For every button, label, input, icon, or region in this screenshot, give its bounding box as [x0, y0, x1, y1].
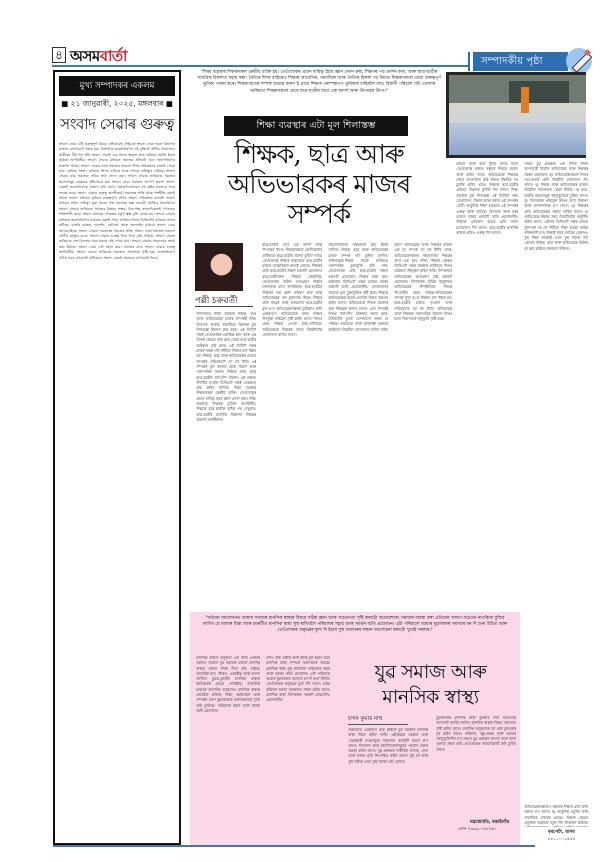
- main-article-column-3: সহযোগিতাৰে পৰিৱেশত কাম কৰিব লাগিব। শিক্ষক, ছাত্ৰ আৰু অভিভাৱকৰ মাজৰ সম্পৰ্ক গঢ়ি তুলিব লাগিব। অভিভাৱক-শিক্ষক সভাৰ জৰিয়তে পাৰস্পৰিক বুজাবুজি বৃদ্ধি পায়। তেওঁলোকৰ প্ৰতি ছাত্ৰ-ছাত্ৰীৰ সন্মান থকাটো প্ৰয়োজন। শিক্ষাৰ লক্ষ্য পূৰণ কৰিবলৈ তিনিওটা পক্ষৰ মাজত সমন্বয় থকাটো অতি প্ৰয়োজনীয়। যোগাযোগৰ অভাৱে ভুল বুজাবুজিৰ সৃষ্টি কৰে। শিক্ষকে অভিভাৱকক ছাত্ৰৰ প্ৰগতিৰ বিষয়ে অৱগত কৰিব লাগে। অভিভাৱকে শিশুৰ সমস্যাৰ কথা শিক্ষকক জনাব লাগে। এনে সম্পৰ্কই শিশুৰ সৰ্বাংগীণ বিকাশত সহায় কৰে। ডিজিটেল যুগত যোগাযোগ সহজ হৈ পৰিছে। ভ্ৰাম্যভাষ আৰু অনলাইন মাধ্যমৰ জৰিয়তে নিয়মীয়া যোগাযোগ ৰাখিব পাৰি।: [328, 243, 388, 332]
- feature-author: চন্দন কুমাৰ নাথ: [348, 716, 383, 722]
- feature-column-1: মানসিক স্বাস্থ্যৰ অসুস্থতা এক অতি গুৰুতৰ সমস্যা। বৰ্তমান যুৱ সমাজৰ মাজত মানসিক স্বাস্থ্যৰ সমস্যা দিনক দিনে বৃদ্ধি পাইছে। অত্যধিক চাপ, উদ্বেগ, একাকীত্ব আৰু হতাশা আদিয়ে যুৱক-যুৱতীৰ মানসিক স্বাস্থ্যত ক্ষতিকাৰক প্ৰভাৱ পেলাইছে। সামাজিক মাধ্যমৰ অত্যধিক ব্যৱহাৰেও মানসিক স্বাস্থ্যক প্ৰভাৱিত কৰিছে। শিক্ষা, কৰ্মসংস্থান আৰু সম্পৰ্কৰ চাপে যুৱসমাজক মানসিকভাৱে দুৰ্বল কৰি তুলিছে। পৰিয়ালৰ সহায় আৰু সমৰ্থন অতি প্ৰয়োজন।: [196, 656, 260, 713]
- feature-column-2: যদিও বৃদ্ধি পাইছে আৰু ইয়াৰ মূল কাৰণ হৈছে মানসিক স্বাস্থ্য সম্পৰ্কে সজাগতাৰ অভাৱ। মানসিক স্বাস্থ্য সুস্থ ৰাখিবলৈ পৰিয়ালৰ সহায় আৰু সমৰ্থন অতি প্ৰয়োজন। এটা পৰিয়ালে আমাৰ যুৱসকলৰ সমস্যাৰ মন দি শুনা উচিত। তেওঁলোকৰ অনুভৱৰ মূল্য দিব লাগে। বাস্তৱ জীৱনৰ সমস্যা সমাধানত সহায় কৰিব লাগে। মানসিক স্বাস্থ্য বিশেষজ্ঞৰ পৰামৰ্শ লোৱাটোও প্ৰয়োজনীয়।: [266, 656, 330, 703]
- editorial-headline: সংবাদ সেৱাৰ গুৰুত্ব: [60, 115, 174, 133]
- masthead-part1: অসম: [70, 47, 100, 65]
- right-column-end: অভিভাৱকসকলেও সন্তানৰ শিক্ষাৰ প্ৰতি অতি সজাগ হ'ব লাগে। খ) আধুনিক প্ৰযুক্তি আৰু সামাজিক মাধ্যমৰ প্ৰভাৱ। শিক্ষাৰ ক্ষেত্ৰত প্ৰযুক্তিৰ ব্যৱহাৰে নতুন দিশ উন্মোচন কৰিছে।: [524, 805, 588, 825]
- feature-column-3: সকলোৱে একেলগে কাম কৰিলে যুৱ সমাজৰ মানসিক স্বাস্থ্য উন্নত কৰিব পাৰি। এইক্ষেত্ৰত চৰকাৰ আৰু বেচৰকাৰী সংস্থাসমূহে সজাগতা কাৰ্যসূচী হাতত ল'ব লাগে। বিদ্যালয় আৰু মহাবিদ্যালয়সমূহত পৰামৰ্শ সেৱাৰ ব্যৱস্থা কৰিব লাগে। যুৱ প্ৰজন্মক শাৰীৰিক ব্যায়াম, যোগ আৰু ধ্যানৰ প্ৰতি উৎসাহিত কৰিব লাগে। সুস্থ মন আৰু সুস্থ শৰীৰে এখন সুস্থ সমাজ গঢ়ি তোলে।: [348, 728, 428, 764]
- editorial-banner: মুখ্য সম্পাদকৰ একলম: [59, 76, 175, 96]
- feature-pullquote: "বৰ্তমান সমাজখনত আমাৰ সমাজৰ মানসিক স্বাস্থ্যৰ বিষয়ে সঠিক জ্ঞান আৰু সচেতনতা সৃষ্টি কৰাটো অত্যাৱশ্যক। সমাজৰ বাবস্থা কৰা প্ৰতিজন সজাগ সচেতন নাগৰিকে বুজিব লাগিব যে আমাৰ চিন্তা আৰু চমনটীত মানসিক স্বাস্থ্য সুস্থ ৰাখিবলৈ পৰিয়ালৰ সহায় আৰু সমৰ্থন অতি প্ৰয়োজন। এটা পৰিয়ালে আমাৰ যুৱসকলৰ সমস্যাৰ মন দি শুনা উচিত আৰু তেওঁলোকৰ অনুভৱৰ মূল্য দি ইয়াৰ সুস্থ সমাধানৰ সন্ধান আলোচনা কৰাটো খুবেই দৰকাৰ।": [202, 616, 508, 634]
- main-article-column-5: মাজত আৰু ছাত্ৰ সুবিধ লাভে যাতে তেওঁলোকে মাজত সন্মুখৰ শিক্ষাৰ সমস্যা আৰু কৰিব পাৰে। অভিভাৱকে শিক্ষকৰ সৈতে আলোচনা কৰি শিশুৰ উন্নতিৰ পথ মুকলি কৰিব পাৰে। শিক্ষকে ছাত্ৰ-ছাত্ৰীৰ প্ৰতিভা বিকাশৰ সুবিধা দিব লাগে। শিক্ষা ব্যৱস্থাৰ মূল শিলাস্তম্ভ এই তিনিটা পক্ষ। যোগাযোগ, বিশ্বাস আৰু সন্মান এই সম্পৰ্কৰ ভেটি। আধুনিক শিক্ষা ব্যৱস্থাত এই সম্পৰ্কৰ গুৰুত্ব আৰু বাঢ়িছে। বিদ্যালয় আৰু ঘৰৰ মাজত সমন্বয় থকাটো অতি প্ৰয়োজনীয়। শিক্ষকে প্ৰতিজন ছাত্ৰৰ প্ৰতি সমান মনোযোগ দিব লাগে। ছাত্ৰ-ছাত্ৰীৰ মানসিক স্বাস্থ্যৰ প্ৰতিও গুৰুত্ব দিব লাগে।: [456, 162, 518, 235]
- main-article-column-6: পাৰে। যুৱ প্ৰজন্মক এক সঠিক দিশত আগবঢ়াই নিবলৈ অভিভাৱক আৰু শিক্ষকৰ সমন্বয় প্ৰয়োজন। ক) অভিভাৱকসকলে শিশুৰ পঢ়া-শুনাৰ প্ৰতি নিয়মীয়া মনোযোগ দিব লাগে। খ) শিক্ষক আৰু অভিভাৱকৰ মাজত নিয়মীয়া আলোচনা হোৱা উচিত। গ) ছাত্ৰ-ছাত্ৰীৰ সমস্যাসমূহ সহানুভূতিৰে বুজিব লাগে। ঘ) বিদ্যালয়ৰ পৰিৱেশ শিশুৰ বাবে নিৰাপদ আৰু আনন্দদায়ক হ'ব লাগে। ঙ) শিক্ষকৰ প্ৰতি অভিভাৱকৰ সন্মান থাকিব লাগে। চ) অভিভাৱক-শিক্ষক সভা নিয়মীয়াকৈ অনুষ্ঠিত কৰিব লাগে। এইদৰে তিনিওটা পক্ষৰ মাজত সুসম্পৰ্ক গঢ় লৈ উঠিলে শিক্ষা ব্যৱস্থা অধিক শক্তিশালী হ'ব। শিক্ষাই হৈছে জাতিৰ মেৰুদণ্ড। সুস্থ শিক্ষা ব্যৱস্থাই এখন সুস্থ সমাজ গঢ়ি তোলে। শিক্ষক, ছাত্ৰ আৰু অভিভাৱক মিলিত হৈ কাম কৰিলে সফলতা নিশ্চিত।: [524, 162, 588, 251]
- main-article-author: পল্লী চক্ৰৱৰ্তী: [195, 296, 238, 306]
- editorial-box: [53, 70, 181, 845]
- page-number: ৪: [52, 47, 66, 63]
- footer-divider: [53, 845, 535, 847]
- main-article-kicker: শিক্ষা ব্যৱস্থাৰ এটা মূল শিলাস্তম্ভ: [224, 116, 408, 136]
- feature-byline-location: নৱজ্যোতি, বঙাইগাঁও: [470, 820, 510, 825]
- classroom-photo-image: [449, 75, 586, 155]
- author-photo: [195, 243, 243, 291]
- main-article-column-1: বিদ্যালয়ত শিক্ষা ব্যৱস্থাৰ শিক্ষক, ছাত্ৰ আৰু অভিভাৱকৰ মাজৰ সম্পৰ্কই শিক্ষা বিভাগৰ আধাৰ সামাজিক বিকাশৰ মূল শিলাস্তম্ভ হিচাপে কাম কৰে। এই তিনিটা পক্ষই তেওঁলোকৰ একাধিক ধৰণ আৰু এক বিশেষ ক্ষেত্ৰত কাম কৰে যোৱা ছাত্ৰ-ছাত্ৰীৰ অধিকাৰ বৃদ্ধি কৰে। এই তিনিটা পক্ষৰ মাজৰ সম্বন্ধ গঢ়ি উঠিলে শিক্ষাৰ মান উন্নত হয়। শিক্ষক, ছাত্ৰ আৰু অভিভাৱকৰ মাজত সম্পৰ্কৰ পৰিৱেশটো গঢ় লৈ উঠে। এই সম্পৰ্কৰ মূল আধাৰ হৈছে বিশ্বাস আৰু পাৰস্পৰিক সন্মান। শিক্ষাৰ লক্ষ্য হৈছে ছাত্ৰ-ছাত্ৰীৰ সৰ্বাংগীণ বিকাশ। এই লক্ষ্যত উপনীত হ'বলৈ তিনিওটা পক্ষই একেলগে কাম কৰিব লাগিব। শিক্ষা ব্যৱস্থাৰ শিক্ষকসকল কেন্দ্ৰীয় ব্যক্তি। তেওঁলোকৰ প্ৰধান দায়িত্ব হৈছে জ্ঞান প্ৰদান কৰা। শিক্ষা ব্যৱস্থাত শিক্ষকৰ ভূমিকা অপৰিসীম। শিক্ষকে ছাত্ৰ-ছাত্ৰীক সঠিক পথ দেখুৱায়। ছাত্ৰ-ছাত্ৰীৰ মানসিক বিকাশত শিক্ষকৰ অৱদান অনস্বীকাৰ্য।: [196, 312, 256, 422]
- main-article-column-4: ধৰণে অভিভাৱক আৰু শিক্ষকৰ মাজত এক দৃঢ় সম্পৰ্ক গঢ় লৈ উঠিব পাৰে। অভিভাৱকসকলৰ সহযোগিতা শিক্ষকৰ বাবে এক বৃহৎ শক্তি। শিক্ষাৰ ক্ষেত্ৰত তিনিওটা পক্ষৰ সমন্বয়ৰ জৰিয়তে শিশুৰ ভৱিষ্যত উজ্জ্বল কৰিব পাৰি। বিদ্যালয়ত অভিভাৱকৰ অংশগ্ৰহণ বৃদ্ধি কৰাটো প্ৰয়োজন। বিদ্যালয়ৰ বিভিন্ন অনুষ্ঠানত অভিভাৱকৰ উপস্থিতিয়ে শিশুক উৎসাহিত কৰে। শিক্ষক-অভিভাৱকৰ সম্পৰ্ক সুদৃঢ় হ'লে শিক্ষাৰ মান উন্নত হয়। ছাত্ৰ-ছাত্ৰীৰ মাজত শৃংখলা আৰু দায়িত্ববোধ গঢ় লৈ উঠে। অভিভাৱক আৰু শিক্ষকৰ পাৰস্পৰিক বিশ্বাসে শিশুৰ মনত নিৰাপত্তাৰ অনুভূতি সৃষ্টি কৰে।: [394, 243, 452, 322]
- feature-author-divider: [348, 724, 408, 725]
- editorial-date: ■ ২১ জানুৱাৰী, ২০২৫, মঙ্গলবাৰ ■: [61, 99, 173, 108]
- classroom-photo: [446, 72, 586, 158]
- pencil-icon: [566, 48, 592, 74]
- feature-column-4: যুৱসমাজৰ মানসিক স্বাস্থ্য সুৰক্ষাৰ বাবে সকলোৱে আগবাঢ়ি আহিব লাগিব। মানসিক স্বাস্থ্যৰ বিষয়ে সজাগতা সৃষ্টি কৰিব লাগে। মানসিক অসুস্থতাক লৈ থকা কুসংস্কাৰ দূৰ কৰিব লাগে। পৰিয়াল, বন্ধু-বান্ধৱ আৰু সমাজে সহানুভূতিশীল হ'ব লাগে। যুৱ প্ৰজন্মৰ সপোন আৰু আশা পূৰণত সহায় কৰি তেওঁলোকক আত্মবিশ্বাসী কৰি তুলিব লাগে।: [436, 716, 516, 752]
- masthead-part2: বার্তা: [99, 47, 128, 65]
- feature-headline: যুৱ সমাজ আৰু মানসিক স্বাস্থ্য: [374, 661, 487, 708]
- main-article-column-2: ছাত্ৰ-ছাত্ৰীৰ বাবে এক আদৰ্শ আৰু উৎসাহৰ উৎস। শিক্ষকসকলে শ্ৰেণীকোঠাৰ বাহিৰতো ছাত্ৰ-ছাত্ৰীৰ সমস্যা বুজিব পাৰে। তেওঁলোকে শিক্ষাৰ মাধ্যমেৰে ছাত্ৰ-ছাত্ৰীৰ মাজত আত্মবিশ্বাস জগাই তোলে। শিক্ষকৰ প্ৰতি ছাত্ৰ-ছাত্ৰীৰ সন্মান থকাটো প্ৰয়োজন। ছাত্ৰ-ছাত্ৰীসকল শিক্ষাৰ কেন্দ্ৰবিন্দু। তেওঁলোকৰ সক্ৰিয় অংশগ্ৰহণ শিক্ষাৰ সফলতাৰ বাবে অপৰিহাৰ্য। ছাত্ৰ-ছাত্ৰীয়ে শিক্ষকৰ পৰা জ্ঞান আহৰণ কৰে আৰু অভিভাৱকৰ পৰা মূল্যবোধ শিকে। শিক্ষাৰ প্ৰতি আগ্ৰহ আৰু অধ্যৱসায় ছাত্ৰ-ছাত্ৰীৰ মূল গুণ। অভিভাৱকসকলৰ ভূমিকাও অতি গুৰুত্বপূৰ্ণ। অভিভাৱকে ঘৰত শিক্ষাৰ উপযুক্ত পৰিৱেশ সৃষ্টি কৰিব লাগে। শিশুৰ প্ৰথম শিক্ষক তেওঁৰ মাক-দেউতাক। অভিভাৱকে শিক্ষকৰ সৈতে নিয়মীয়াকৈ যোগাযোগ ৰাখিব লাগে।: [262, 243, 322, 338]
- main-article-headline: শিক্ষক, ছাত্ৰ আৰু অভিভাৱকৰ মাজৰ সম্পৰ্ক: [227, 140, 411, 230]
- main-article-pullquote: "শিক্ষা ব্যৱস্থাৰ শিক্ষকসকল কেন্দ্ৰীয় ব্যক্তি হয়। তেওঁলোকৰ প্ৰধান দায়িত্ব হৈছে জ্ঞান প্ৰদান কৰা, শিক্ষণৰ পথ প্ৰদৰ্শন কৰা, আৰু ছাত্ৰ-ছাত্ৰীৰ সামগ্ৰিক বিকাশত সহায় কৰা। নৈতিক দিশৰ বাহিৰেও শিক্ষাৰ আবেগিক, সামাজিক আৰু নৈতিক বিকাশ গঢ় দিয়াত শিক্ষকসকলে প্ৰায়ে গুৰুত্বপূৰ্ণ ভূমিকা পালন কৰে। শিক্ষক-ছাত্ৰৰ সম্পৰ্ক অত্যন্ত কাৰণ ই প্ৰায়ে শিক্ষাৰ পৰম্পৰাগত ভূমিকাৰ বাহিৰলৈ যায়। বিশ্বাসী পৰিৱেশ গঢ়ি তোলাৰ জৰিয়তে শিক্ষকসকলে প্ৰায়ে ছাত্ৰ-ছাত্ৰীৰ বাবে এক আদৰ্শ আৰু উৎসাহৰ উৎস।": [197, 70, 441, 94]
- editorial-body: সংবাদ সেৱা এটি গুৰুত্বপূৰ্ণ বিষয়। সেইবাবেই সেইমতে সংবাদ সেৱা সকল বিভাগৰ মাজত যোগাযোগ সহায় হয়। বিশেষকৈ জনসাধাৰণৰ এই বৃত্তিটো অধিক প্ৰয়োজন। অতীতৰ দীৰ্ঘ দিন ধৰি সংবাদ সেৱাই এক প্ৰকাৰ ক্ষমতা লাভ কৰিছে। আজি ইয়াৰ ভূমিকা অপৰিসীম। সংবাদ সেৱাৰ মাধ্যমত সমাজৰ প্ৰতিটো খবৰ জনসাধাৰণৰ মাজলৈ আহে। সংবাদ সেৱাৰ দ্বাৰা সমাজৰ সকলো দিশৰ পৰিৱৰ্তনৰ বাতৰি পোৱা যায়। বৰ্তমান সংবাদ মাধ্যমৰ সংখ্যা বাঢ়িছে আৰু লগতে দায়িত্বও বাঢ়িছে। সংবাদ সেৱাৰ কাম সমাজক সঠিক তথ্য প্ৰদান কৰা। সংবাদ সেৱাৰ জৰিয়তে সমাজৰ সমস্যাসমূহ চৰকাৰৰ দৃষ্টিগোচৰ হয়। সংবাদ সেৱা সমাজৰ দাপোণ স্বৰূপ। সংবাদ সেৱাই জনসাধাৰণক সজাগ কৰি ৰাখে। সাংবাদিকসকলে বহু কষ্টৰ মাজেৰে খবৰ সংগ্ৰহ কৰে। সংবাদ সেৱাৰ গুৰুত্ব অনস্বীকাৰ্য। সমাজত শান্তি আৰু সম্প্ৰীতি বজাই ৰখাত সংবাদ মাধ্যমৰ ভূমিকা গুৰুত্বপূৰ্ণ। সঠিক সংবাদ পৰিৱেশন কৰাটো সংবাদ মাধ্যমৰ প্ৰধান দায়িত্ব। ভুৱা খবৰৰ পৰা সমাজক ৰক্ষা কৰাটো আজিৰ প্ৰত্যাহ্বান। সংবাদ সেৱাৰ জৰিয়তে সমাজৰ উন্নয়ন সম্ভৱ। নিৰপেক্ষ সাংবাদিকতাই গণতন্ত্ৰক শক্তিশালী কৰে। সংবাদ মাধ্যমক গণতন্ত্ৰৰ চতুৰ্থ স্তম্ভ বুলি কোৱা হয়। সংবাদ সেৱাৰ মাধ্যমত জনসাধাৰণৰ মতামত প্ৰকাশ পায়। আজিৰ দিনত ডিজিটেল মাধ্যমৰ প্ৰসাৰ ঘটিছে। বাতৰি কাকত, দূৰদৰ্শন, ৰেডিঅ' আৰু অনলাইন মাধ্যমে সংবাদ সেৱা আগবঢ়াইছে। সংবাদ সেৱাৰ দায়বদ্ধতা সমাজৰ প্ৰতি। সংবাদ সেৱা সমাজৰ সকলো শ্ৰেণীৰ মানুহৰ বাবে। সংবাদ সেৱাৰ গুৰুত্ব দিনে দিনে বৃদ্ধি পাইছে। সংবাদ সেৱাৰ জৰিয়তে দেশ-বিদেশৰ খবৰ ঘৰতে বহি পোৱা যায়। সংবাদ সেৱাক সকলোৱে সহায় কৰা উচিত। সংবাদ সেৱা এটা মহান কাম। সমাজৰ বাবে সংবাদ সেৱাৰ গুৰুত্ব অপৰিসীম। সংবাদ সেৱাৰ জৰিয়তে সমাজত সজাগতা সৃষ্টি হয়। জনসাধাৰণে সঠিক খবৰ পোৱাটো অধিকাৰ। সংবাদ সেৱাই সমাজক আগবঢ়াই নিয়ে।: [59, 142, 175, 260]
- section-label: সম্পাদকীয় পৃষ্ঠা: [470, 52, 568, 71]
- author-divider: [195, 306, 253, 307]
- right-byline-phone: ৮৮১১০০২৫৩৪: [548, 836, 576, 841]
- feature-byline-phone: ফোন ৭৩৯৯০-৪৮৭৬০: [458, 826, 497, 831]
- header-divider: [52, 65, 534, 67]
- right-byline-location: বৰপেটা, অসম: [548, 830, 575, 835]
